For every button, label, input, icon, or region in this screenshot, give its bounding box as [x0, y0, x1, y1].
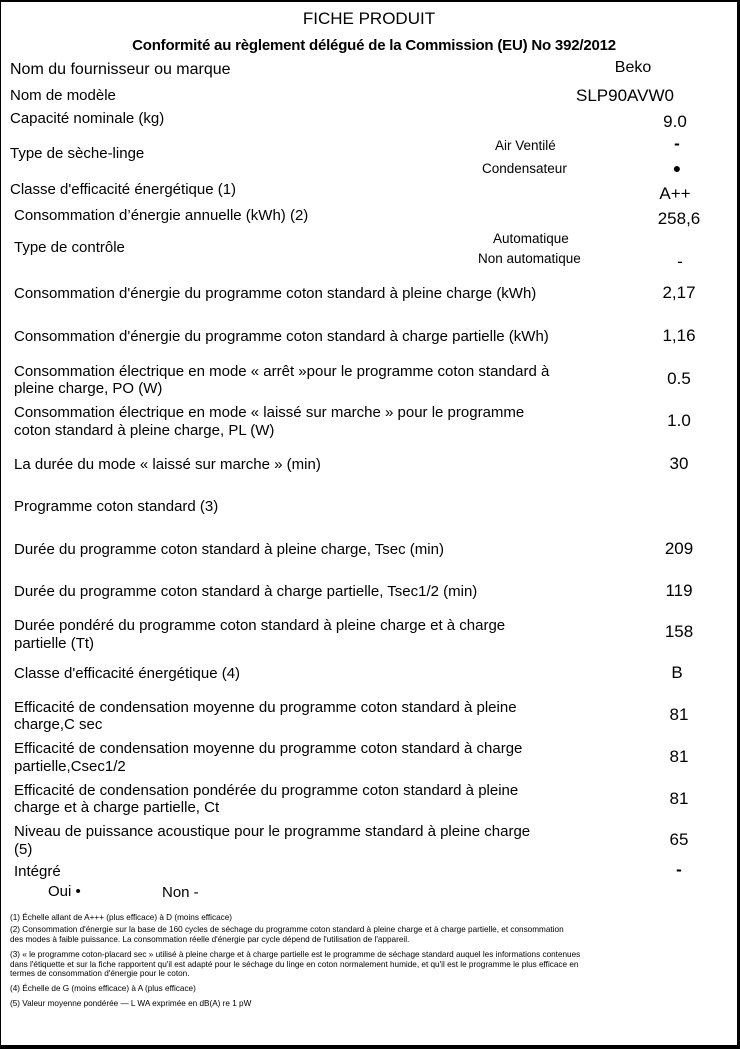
control-type-label: Type de contrôle	[14, 239, 125, 256]
model-value: SLP90AVW0	[576, 86, 674, 105]
dryer-type-condenser-label: Condensateur	[482, 161, 567, 176]
model-label: Nom de modèle	[10, 87, 116, 104]
condensation-full-label-line1: Efficacité de condensation moyenne du programme coton standard à pleine	[14, 699, 517, 716]
power-off-label-line2: pleine charge, PO (W)	[14, 380, 163, 397]
power-left-on-label-line1: Consommation électrique en mode « laissé sur marche » pour le programme	[14, 404, 525, 421]
power-off-label-line1: Consommation électrique en mode « arrêt »pour le programme coton standard à	[14, 363, 550, 380]
duration-full-label: Durée du programme coton standard à pleine charge, Tsec (min)	[14, 541, 444, 558]
duration-partial-label: Durée du programme coton standard à charge partielle, Tsec1/2 (min)	[14, 583, 478, 600]
dryer-type-condenser-value: ●	[672, 160, 682, 176]
power-off-value: 0.5	[667, 369, 691, 388]
duration-weighted-label-line1: Durée pondéré du programme coton standard à pleine charge et à charge	[14, 617, 506, 634]
power-left-on-value: 1.0	[667, 411, 691, 430]
footnote-1: (1) Échelle allant de A+++ (plus efficace) à D (moins efficace)	[10, 913, 233, 922]
condensation-class-label: Classe d'efficacité énergétique (4)	[14, 665, 241, 682]
dryer-type-vented-label: Air Ventilé	[495, 138, 556, 153]
condensation-weighted-label-line1: Efficacité de condensation pondérée du programme coton standard à pleine	[14, 782, 519, 799]
product-fiche	[1, 2, 737, 1045]
condensation-partial-value: 81	[669, 747, 689, 766]
energy-full-label: Consommation d'énergie du programme coton standard à pleine charge (kWh)	[14, 285, 537, 302]
control-type-manual-value: -	[677, 252, 683, 271]
capacity-label: Capacité nominale (kg)	[10, 110, 165, 127]
duration-weighted-value: 158	[664, 622, 694, 641]
integrated-value: -	[676, 860, 682, 879]
noise-value: 65	[669, 830, 689, 849]
annual-energy-value: 258,6	[657, 209, 701, 228]
noise-label-line2: (5)	[14, 841, 33, 858]
footnote-4: (4) Échelle de G (moins efficace) à A (plus efficace)	[10, 984, 196, 993]
energy-partial-value: 1,16	[662, 326, 696, 345]
duration-partial-value: 119	[665, 581, 693, 600]
condensation-partial-label-line1: Efficacité de condensation moyenne du programme coton standard à charge	[14, 740, 523, 757]
energy-full-value: 2,17	[662, 283, 696, 302]
energy-class-value: A++	[659, 184, 691, 203]
condensation-weighted-value: 81	[669, 789, 689, 808]
condensation-class-value: B	[671, 663, 683, 682]
dryer-type-label: Type de sèche-linge	[10, 145, 145, 162]
left-on-duration-label: La durée du mode « laissé sur marche » (min)	[14, 456, 321, 473]
control-type-auto-label: Automatique	[493, 231, 569, 246]
energy-partial-label: Consommation d'énergie du programme coton standard à charge partielle (kWh)	[14, 328, 549, 345]
supplier-value: Beko	[614, 59, 652, 76]
standard-program-label: Programme coton standard (3)	[14, 498, 219, 515]
power-left-on-label-line2: coton standard à pleine charge, PL (W)	[14, 422, 275, 439]
integrated-no-option: Non -	[162, 884, 199, 901]
integrated-label: Intégré	[14, 863, 61, 880]
integrated-yes-option: Oui •	[48, 883, 81, 900]
footnote-2: (2) Consommation d'énergie sur la base de 160 cycles de séchage du programme coton standard à pleine charge et à charge partielle, et consommation des modes à faible puissance. La consommation réelle d'énergie par cycle dépend de l'utilisation de l'appareil.	[10, 925, 564, 944]
condensation-full-label-line2: charge,C sec	[14, 716, 103, 733]
condensation-weighted-label-line2: charge et à charge partielle, Ct	[14, 799, 220, 816]
footnote-5: (5) Valeur moyenne pondérée — L WA exprimée en dB(A) re 1 pW	[10, 999, 252, 1008]
energy-class-label: Classe d'efficacité énergétique (1)	[10, 181, 237, 198]
noise-label-line1: Niveau de puissance acoustique pour le programme standard à pleine charge	[14, 823, 531, 840]
supplier-label: Nom du fournisseur ou marque	[10, 61, 231, 78]
footnote-3: (3) « le programme coton-placard sec » utilisé à pleine charge et à charge partielle est le programme de séchage standard auquel les informations contenues dans l'étiquette et sur la fiche rapportent qu'il est adapté pour le séchage du linge en coton normalement humide, et qu'il est le programme le plus efficace en termes de consommation d'énergie pour le coton.	[10, 950, 581, 979]
control-type-manual-label: Non automatique	[478, 251, 581, 266]
duration-weighted-label-line2: partielle (Tt)	[14, 635, 95, 652]
condensation-full-value: 81	[669, 705, 689, 724]
dryer-type-vented-value: -	[674, 134, 680, 153]
duration-full-value: 209	[664, 539, 694, 558]
page-title: FICHE PRODUIT	[302, 9, 436, 28]
condensation-partial-label-line2: partielle,Csec1/2	[14, 758, 126, 775]
capacity-value: 9.0	[663, 112, 687, 131]
left-on-duration-value: 30	[669, 454, 689, 473]
annual-energy-label: Consommation d’énergie annuelle (kWh) (2)	[14, 207, 309, 224]
page-subtitle: Conformité au règlement délégué de la Commission (EU) No 392/2012	[132, 37, 616, 54]
